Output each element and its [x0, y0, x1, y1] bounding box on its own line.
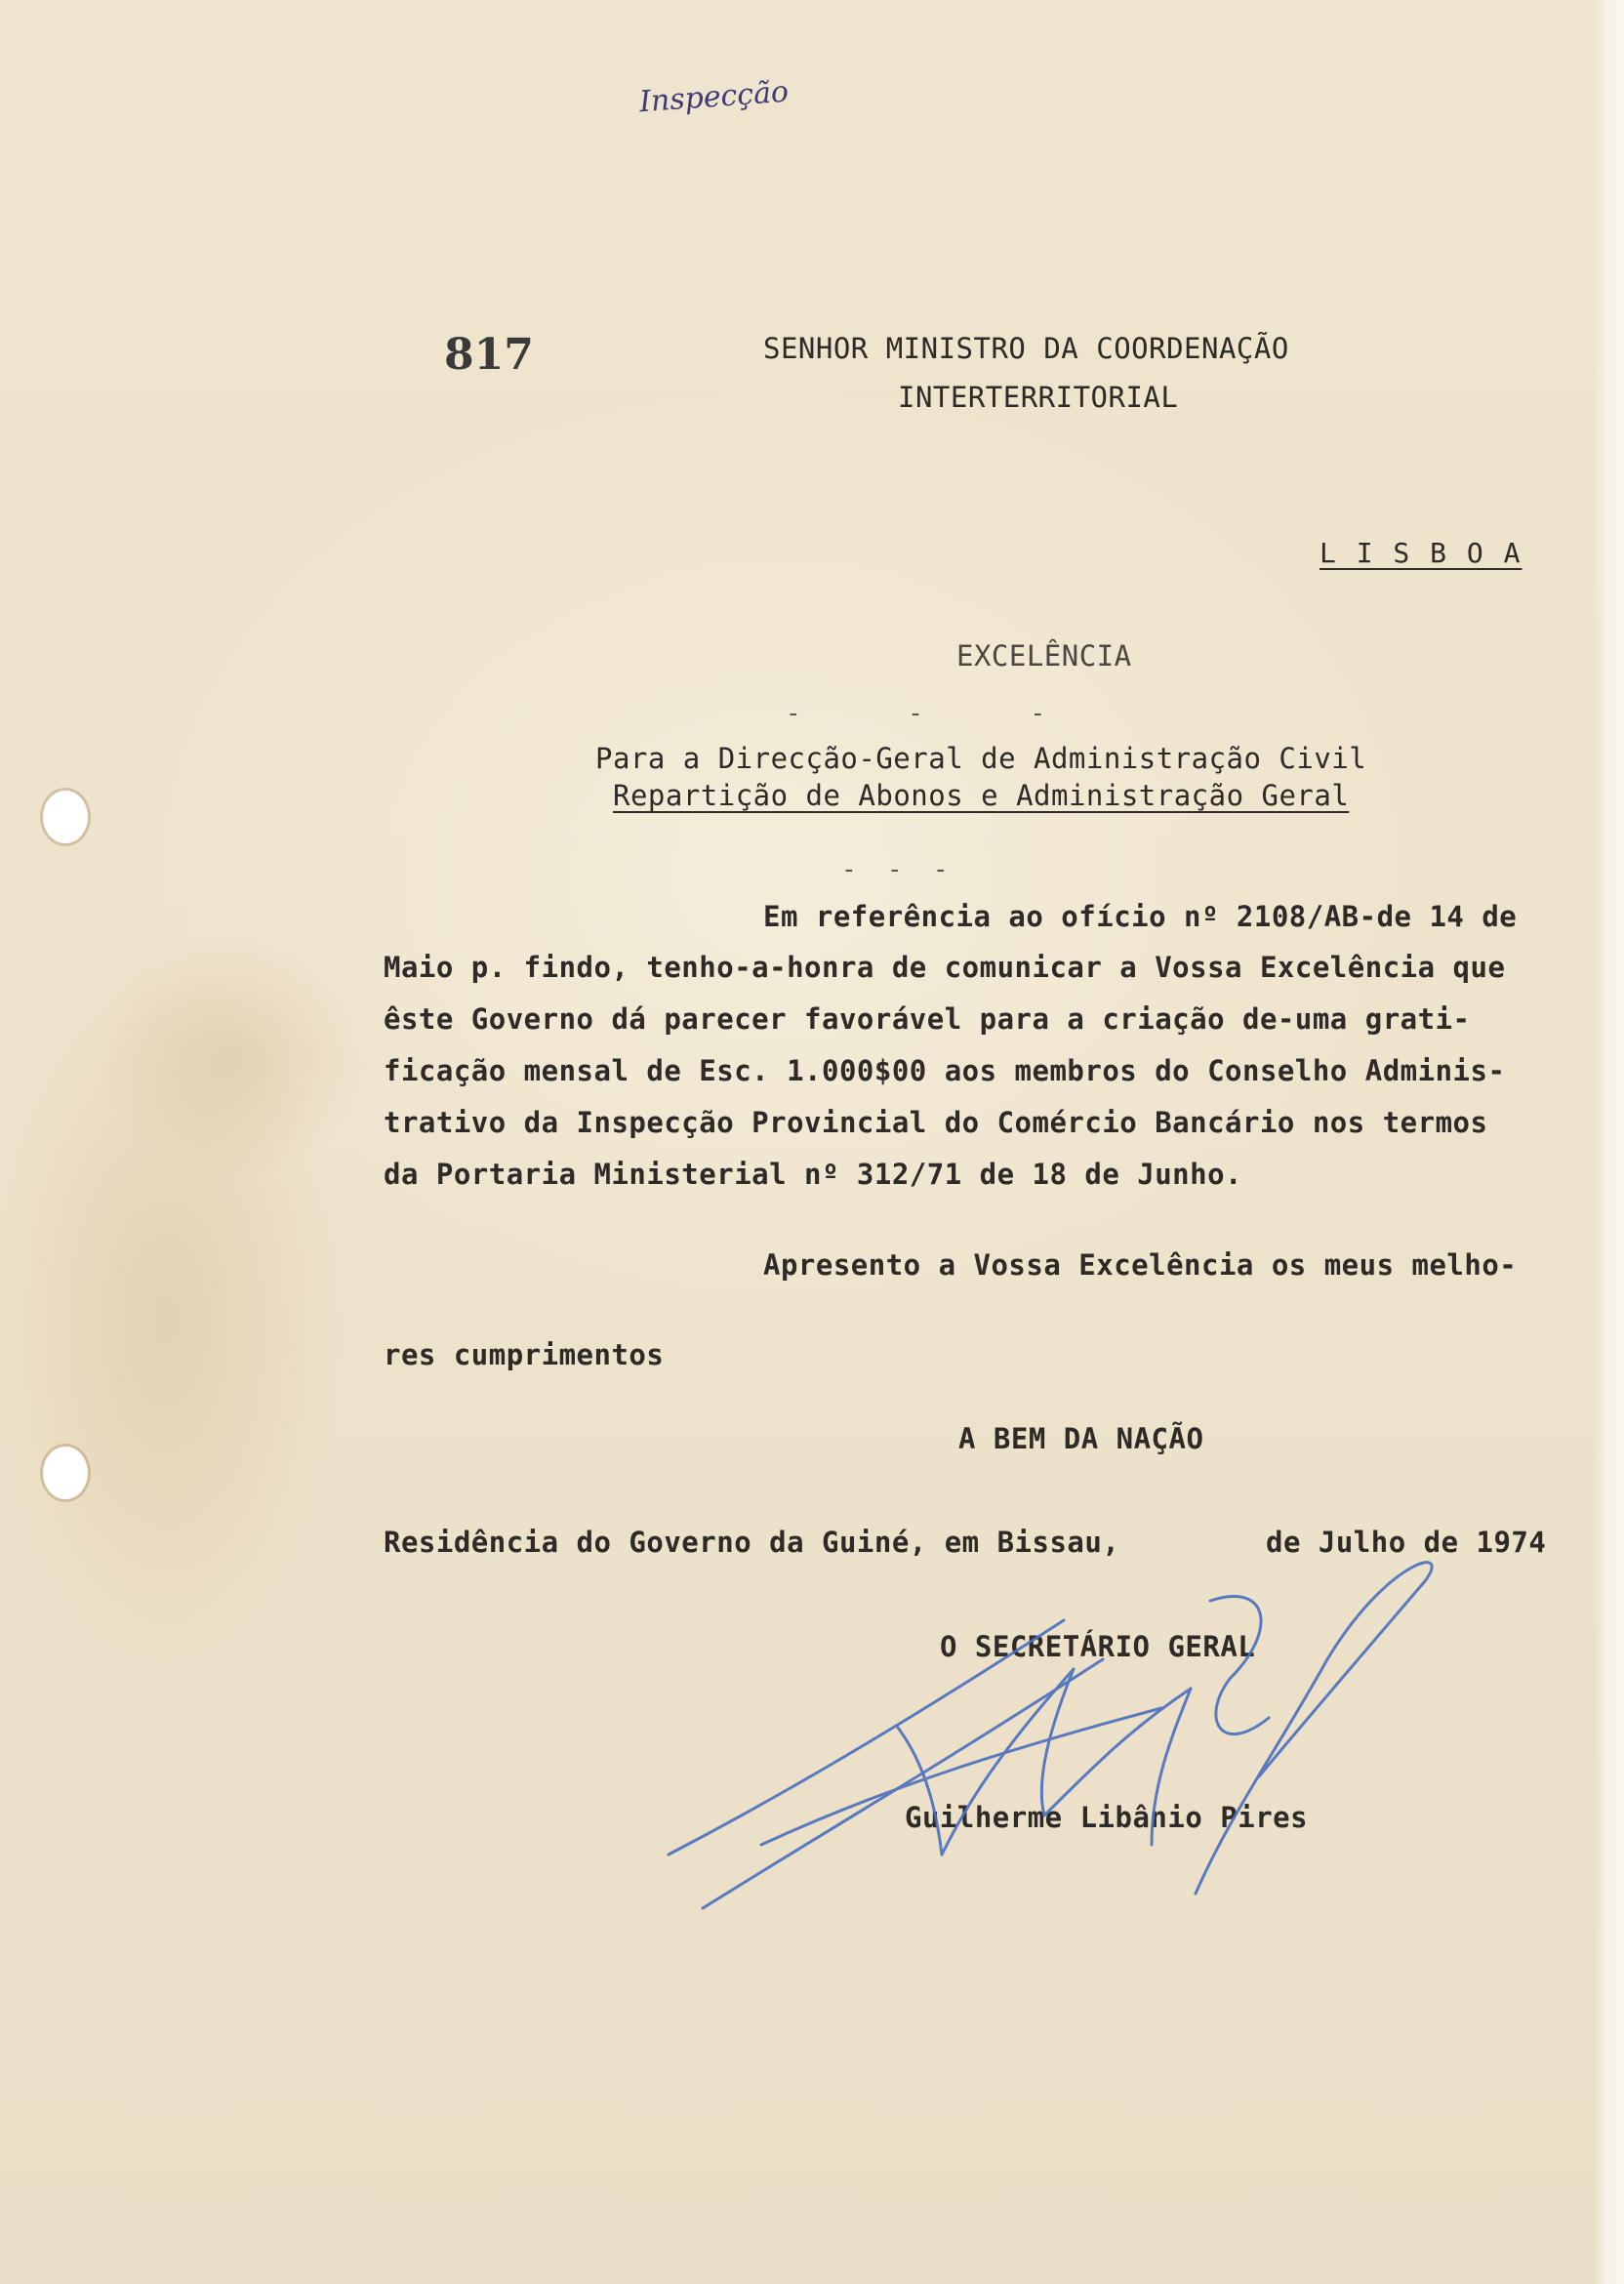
body-line-5: trativo da Inspecção Provincial do Comércio Bancário nos termos	[384, 1106, 1488, 1139]
body-line-6: da Portaria Ministerial nº 312/71 de 18 de Junho.	[384, 1158, 1243, 1191]
salutation: EXCELÊNCIA	[956, 639, 1132, 673]
signature-stroke	[1041, 1669, 1074, 1815]
body-line-3: êste Governo dá parecer favorável para a criação de-uma grati-	[384, 1002, 1471, 1036]
signatory-title: O SECRETÁRIO GERAL	[940, 1630, 1256, 1663]
routing-line-1: Para a Direcção-Geral de Administração Civil	[595, 742, 1367, 775]
signature-stroke	[898, 1728, 942, 1855]
place: Residência do Governo da Guiné, em Bissau,	[384, 1526, 1120, 1559]
body-line-1: Em referência ao ofício nº 2108/AB-de 14 de	[763, 900, 1518, 933]
punch-hole-top	[43, 791, 88, 843]
city: L I S B O A	[1320, 537, 1522, 569]
routing-line-2: Repartição de Abonos e Administração Geral	[613, 779, 1350, 812]
date: de Julho de 1974	[1266, 1526, 1547, 1559]
signature-stroke	[1196, 1563, 1432, 1894]
dash-row: - - -	[786, 699, 1046, 728]
document-number: 817	[444, 330, 534, 380]
signature-stroke	[1210, 1596, 1269, 1733]
signature-stroke	[761, 1708, 1161, 1845]
addressee-line-1: SENHOR MINISTRO DA COORDENAÇÃO	[763, 332, 1289, 365]
addressee-line-2: INTERTERRITORIAL	[898, 381, 1179, 414]
signature	[644, 1523, 1503, 1933]
dash-row: - - -	[841, 855, 949, 884]
body-line-2: Maio p. findo, tenho-a-honra de comunicar a Vossa Excelência que	[384, 951, 1506, 984]
motto: A BEM DA NAÇÃO	[958, 1422, 1204, 1455]
signature-stroke	[942, 1669, 1074, 1855]
body-line-4: ficação mensal de Esc. 1.000$00 aos membros do Conselho Adminis-	[384, 1054, 1506, 1087]
punch-hole-bottom	[43, 1447, 88, 1499]
signatory-name: Guilherme Libânio Pires	[905, 1801, 1309, 1834]
paper-edge	[1595, 0, 1624, 2284]
handwritten-note: Inspecção	[637, 74, 791, 120]
closing-line-2: res cumprimentos	[384, 1338, 665, 1371]
signature-stroke	[669, 1620, 1064, 1855]
closing-line-1: Apresento a Vossa Excelência os meus melho-	[763, 1248, 1518, 1282]
